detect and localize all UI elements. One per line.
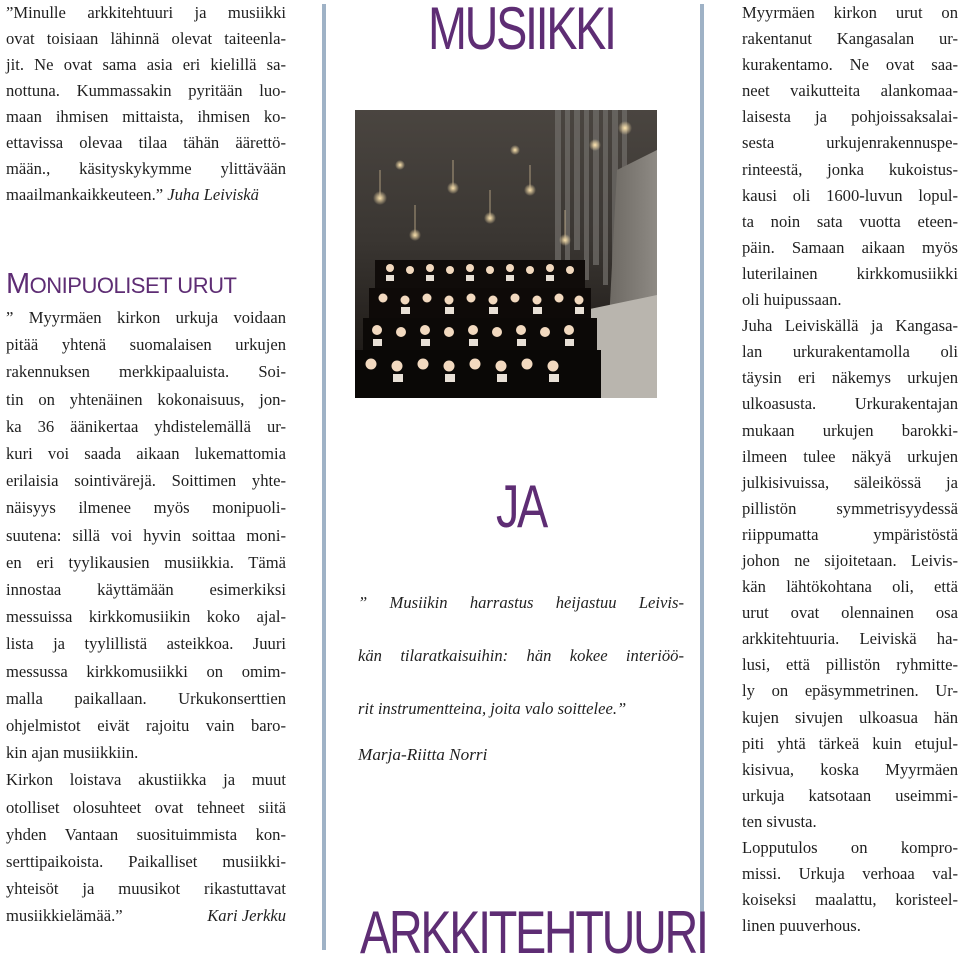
text-line: kisivua, koska Myyrmäen: [742, 759, 958, 779]
text-line: yhden Vantaan suosituimmista kon-: [6, 824, 286, 844]
text-line: ”Minulle arkkitehtuuri ja musiikki: [6, 3, 286, 22]
text-line: täysin eri näkemys urkujen: [742, 368, 958, 388]
text-line: lista ja tyylillistä asteikkoa. Juuri: [6, 634, 286, 654]
column-divider-right: [700, 4, 704, 950]
text-line: malla paikallaan. Urkukonserttien: [6, 688, 286, 708]
text-line: oli huipussaan.: [742, 290, 842, 310]
organ-article-body: [742, 0, 958, 939]
text-line: lan urkurakentamolla oli: [742, 342, 958, 362]
article-last-text: musiikkielämää.”: [6, 906, 123, 926]
text-line: kän lähtökohtana oli, että: [742, 577, 958, 597]
text-line: sesta urkujenrakennuspe-: [742, 133, 958, 153]
text-line: ly on epäsymmetrinen. Ur-: [742, 681, 958, 701]
text-line: linen puuverhous.: [742, 916, 861, 936]
text-line: pillistön symmetrisyydessä: [742, 498, 958, 518]
text-line: urut ovat olennainen osa: [742, 603, 958, 623]
text-line: kausi oli 1600-luvun lopul-: [742, 185, 958, 205]
text-line: koiseksi maalattu, koristeel-: [742, 890, 958, 910]
opening-quote: [6, 0, 286, 208]
text-line: urkuja katsotaan useimmi-: [742, 785, 958, 805]
text-line: piti yhtä tärkeä kuin etujul-: [742, 733, 958, 753]
text-line: päin. Samaan aikaan myös: [742, 237, 958, 257]
text-line: ohjelmistot eivät rajoitu vain baro-: [6, 716, 286, 736]
text-line: riippumatta ympäristöstä: [742, 524, 958, 544]
text-line: nottuna. Kummassakin pyritään luo-: [6, 81, 286, 100]
text-line: lusi, että pillistön ryhmitte-: [742, 655, 958, 675]
norri-quote-body: [358, 576, 684, 735]
middle-column: [340, 0, 707, 966]
title-word-arkkitehtuuri: ARKKITEHTUURI: [360, 899, 707, 966]
text-line: rit instrumentteina, joita valo soittelee.”: [358, 699, 627, 718]
text-line: pitää yhtenä suomalaisen urkujen: [6, 335, 286, 355]
text-line: maan ihmisen mittaista, ihmisen ko-: [6, 107, 286, 126]
text-line: Lopputulos on kompro-: [742, 838, 958, 857]
text-line: en eri tyylikausien musiikkia. Tämä: [6, 552, 286, 572]
text-line: suutena: sillä voi hyvin soittaa moni-: [6, 525, 286, 545]
text-line: luterilainen kirkkomusiikki: [742, 263, 958, 283]
text-line: serttipaikoista. Paikalliset musiikki-: [6, 852, 286, 872]
text-line: messussa kirkkomusiikki on omim-: [6, 661, 286, 681]
text-line: johon ne sijoitetaan. Leivis-: [742, 550, 958, 570]
text-line: ulkoasusta. Urkurakentajan: [742, 394, 958, 414]
choir-photo: [355, 110, 657, 398]
article-author: Kari Jerkku: [207, 906, 286, 926]
text-line: jit. Ne ovat sama asia eri kielillä sa-: [6, 55, 286, 74]
article-text: [6, 304, 286, 929]
text-line: ” Myyrmäen kirkon urkuja voidaan: [6, 308, 286, 327]
text-line: ” Musiikin harrastus heijastuu Leivis-: [358, 593, 684, 612]
opening-quote-author: Juha Leiviskä: [167, 185, 259, 204]
article-body: [6, 304, 286, 902]
text-line: erilaisia sointivärejä. Soittimen yhte-: [6, 471, 286, 491]
text-line: Myyrmäen kirkon urut on: [742, 3, 958, 22]
section-heading: [6, 268, 236, 301]
text-line: Kirkon loistava akustiikka ja muut: [6, 770, 286, 790]
text-line: arkkitehtuuria. Leiviskä ha-: [742, 629, 958, 649]
opening-quote-final-line: [6, 182, 286, 208]
text-line: ilmeen tulee näkyä urkujen: [742, 446, 958, 466]
text-line: mukaan urkujen barokki-: [742, 420, 958, 440]
text-line: laisesta ja pohjoissaksalai-: [742, 107, 958, 127]
opening-quote-last-text: maailmankaikkeuteen.”: [6, 185, 164, 204]
column-divider-left: [322, 4, 326, 950]
text-line: kurakentamo. Ne ovat saa-: [742, 55, 958, 75]
text-line: kän tilaratkaisuihin: hän kokee interiöö-: [358, 646, 684, 665]
text-line: julkisivuissa, säleikössä ja: [742, 472, 958, 492]
text-line: otolliset olosuhteet ovat tehneet siitä: [6, 797, 286, 817]
text-line: messuissa kirkkomusiikin koko ajal-: [6, 607, 286, 627]
text-line: neet vaikutteita alankomaa-: [742, 81, 958, 101]
text-line: rakentanut Kangasalan ur-: [742, 29, 958, 49]
text-line: tin on yhtenäinen kokonaisuus, jon-: [6, 389, 286, 409]
text-line: ovat toisiaan lähinnä olevat taiteenla-: [6, 29, 286, 48]
article-final-line: [6, 902, 286, 929]
text-line: ta noin sata vuotta eteen-: [742, 211, 958, 231]
text-line: innostaa käyttämään esimerkiksi: [6, 580, 286, 600]
text-line: yhteisöt ja muusikot rikastuttavat: [6, 879, 286, 899]
text-line: kuri voi saada aikaan lukemattomia: [6, 444, 286, 464]
title-word-ja: JA: [496, 473, 546, 540]
norri-quote-author: Marja-Riitta Norri: [358, 745, 488, 764]
text-line: mään., käsityskykymme ylittävään: [6, 159, 286, 178]
opening-quote-body: [6, 0, 286, 182]
text-line: Juha Leiviskällä ja Kangasa-: [742, 316, 958, 336]
section-heading-cap: M: [6, 268, 30, 300]
text-line: rinteestä, jonka kukoistus-: [742, 159, 958, 179]
text-line: ettavissa olevaa tilaa tähän äärettö-: [6, 133, 286, 152]
text-line: missi. Urkuja verhoaa val-: [742, 864, 958, 884]
norri-quote: [358, 576, 684, 775]
text-line: näisyys ilmenee myös monipuoli-: [6, 498, 286, 518]
title-word-musiikki: MUSIIKKI: [428, 0, 615, 62]
section-heading-rest: ONIPUOLISET URUT: [29, 273, 237, 298]
text-line: ka 36 äänikertaa yhdistelemällä ur-: [6, 416, 286, 436]
text-line: kujen sivujen ulkoasua hän: [742, 707, 958, 727]
text-line: kin ajan musiikkiin.: [6, 743, 139, 763]
text-line: rakennuksen merkkipaaluista. Soi-: [6, 362, 286, 382]
text-line: ten sivusta.: [742, 811, 817, 831]
